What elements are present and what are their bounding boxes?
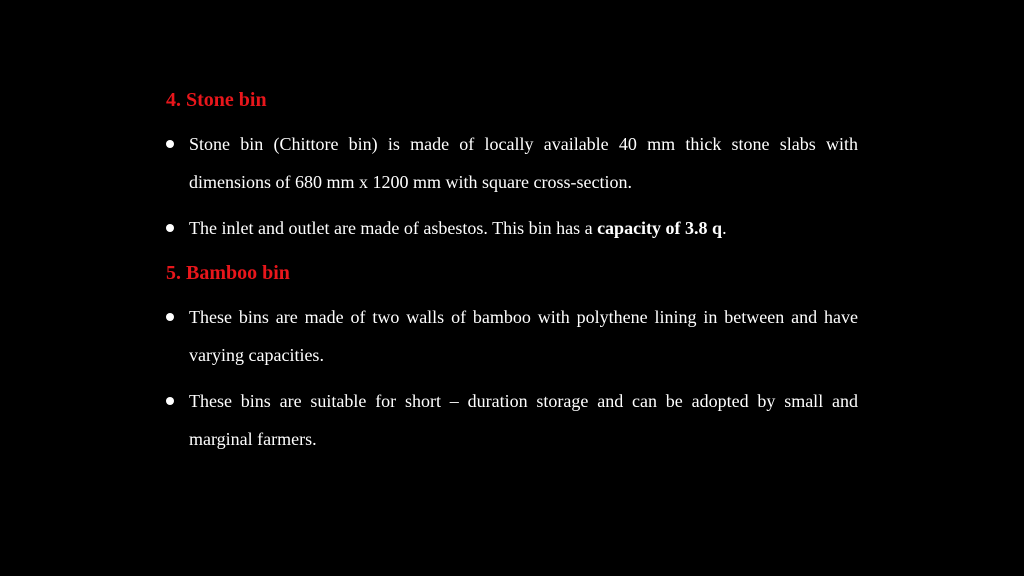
- bullet-item: [166, 125, 858, 201]
- bullet-text: Stone bin (Chittore bin) is made of locally available 40 mm thick stone slabs with dimensions of 680 mm x 1200 mm with square cross-section.: [189, 134, 858, 192]
- bullet-dot-icon: [166, 224, 174, 232]
- stone-bin-bullet-list: [166, 125, 858, 247]
- bullet-item: [166, 209, 858, 247]
- bullet-dot-icon: [166, 313, 174, 321]
- bullet-text: These bins are suitable for short – duration storage and can be adopted by small and marginal farmers.: [189, 391, 858, 449]
- bullet-text-end: .: [722, 218, 727, 238]
- bullet-dot-icon: [166, 397, 174, 405]
- section-heading-bamboo-bin: 5. Bamboo bin: [166, 262, 290, 284]
- bullet-text: The inlet and outlet are made of asbestos. This bin has a: [189, 218, 598, 238]
- section-heading-stone-bin: 4. Stone bin: [166, 89, 267, 111]
- bullet-text-emphasis: capacity of 3.8 q: [597, 218, 723, 238]
- bullet-text: These bins are made of two walls of bamboo with polythene lining in between and have varying capacities.: [189, 307, 858, 365]
- bullet-dot-icon: [166, 140, 174, 148]
- slide-content: [166, 82, 858, 458]
- bamboo-bin-bullet-list: [166, 298, 858, 458]
- bullet-item: [166, 298, 858, 374]
- bullet-item: [166, 382, 858, 458]
